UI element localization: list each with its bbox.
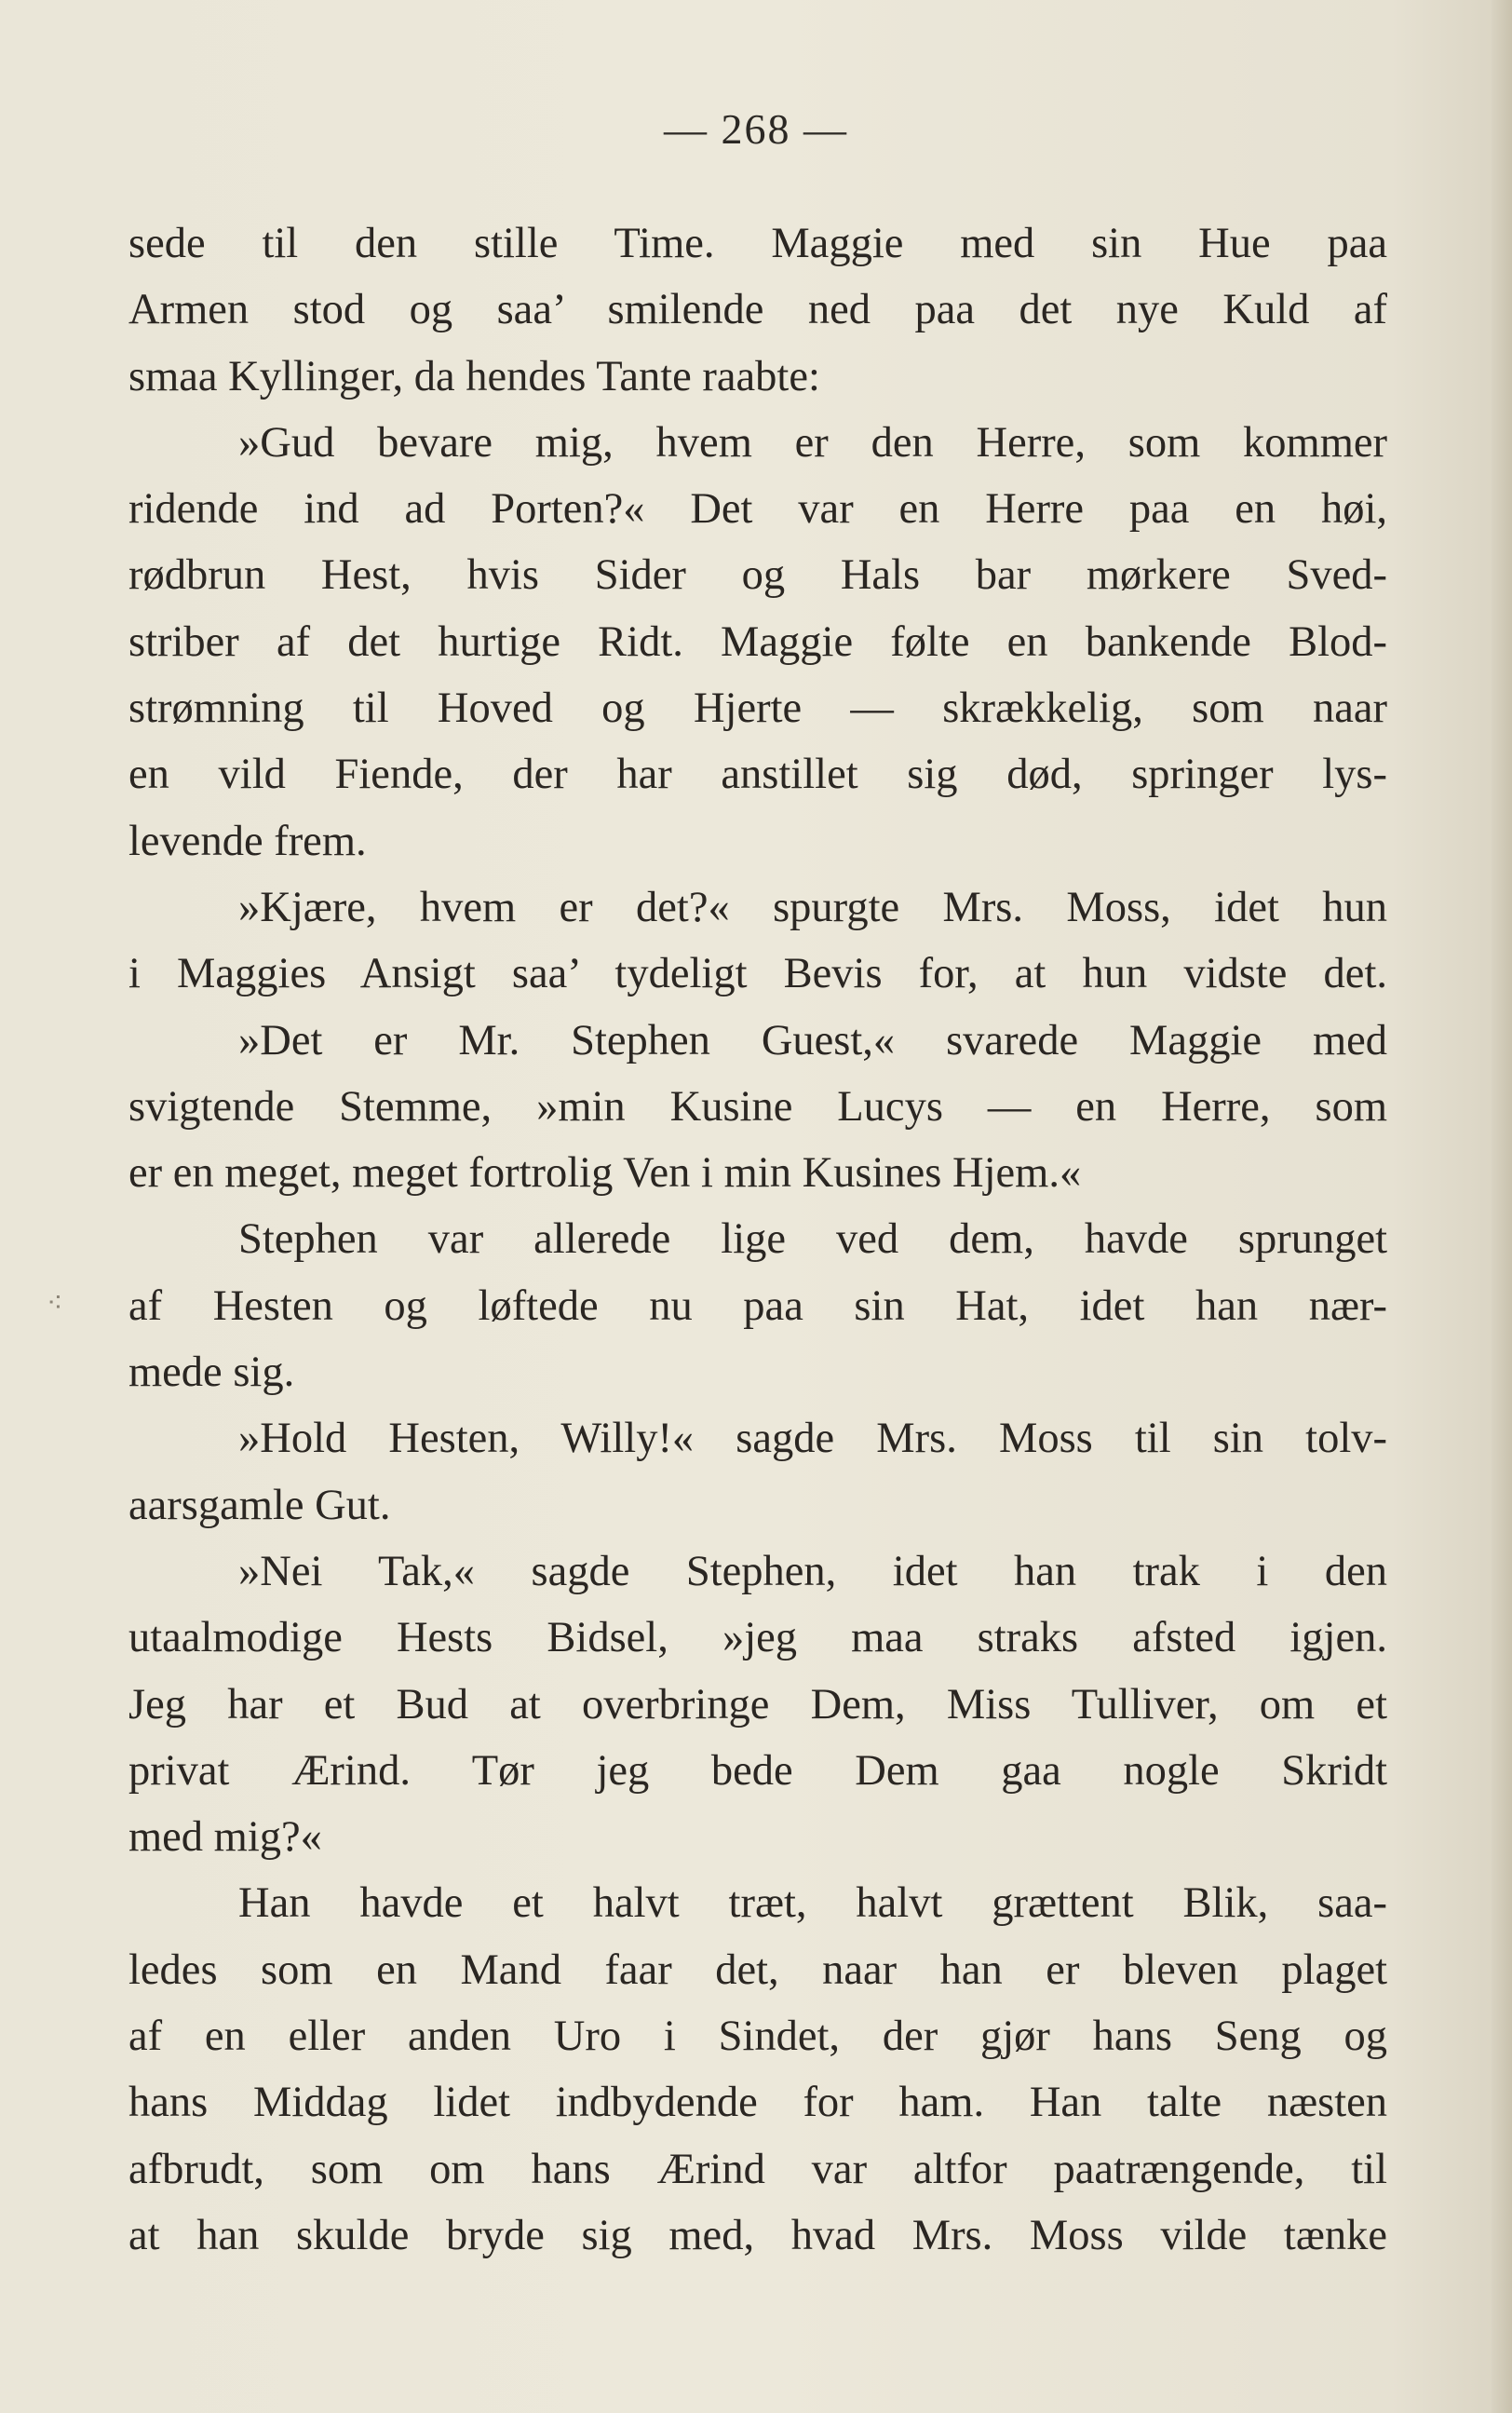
text-line: i Maggies Ansigt saa’ tydeligt Bevis for, at hun vidste det. bbox=[128, 950, 1387, 998]
text-line: svigtende Stemme, »min Kusine Lucys — en Herre, som bbox=[128, 1082, 1387, 1131]
text-line: smaa Kyllinger, da hendes Tante raabte: bbox=[128, 352, 820, 400]
text-line: Jeg har et Bud at overbringe Dem, Miss Tulliver, om et bbox=[128, 1680, 1387, 1728]
margin-mark: ⁖ bbox=[47, 1287, 63, 1320]
text-line: Armen stod og saa’ smilende ned paa det nye Kuld af bbox=[128, 286, 1387, 334]
body-text bbox=[128, 210, 1387, 2269]
text-line: af Hesten og løftede nu paa sin Hat, idet han nær- bbox=[128, 1281, 1387, 1330]
text-line: »Det er Mr. Stephen Guest,« svarede Maggie med bbox=[238, 1016, 1387, 1064]
text-line: afbrudt, som om hans Ærind var altfor paatrængende, til bbox=[128, 2145, 1387, 2193]
text-line: ledes som en Mand faar det, naar han er bleven plaget bbox=[128, 1945, 1387, 1994]
text-line: hans Middag lidet indbydende for ham. Han talte næsten bbox=[128, 2079, 1387, 2127]
page-edge bbox=[1492, 0, 1512, 2413]
text-line: »Gud bevare mig, hvem er den Herre, som kommer bbox=[238, 418, 1387, 467]
text-line: mede sig. bbox=[128, 1349, 295, 1397]
text-line: levende frem. bbox=[128, 817, 367, 865]
text-line: »Kjære, hvem er det?« spurgte Mrs. Moss, idet hun bbox=[238, 883, 1387, 931]
text-line: at han skulde bryde sig med, hvad Mrs. Moss vilde tænke bbox=[128, 2211, 1387, 2259]
text-line: rødbrun Hest, hvis Sider og Hals bar mørkere Sved- bbox=[128, 551, 1387, 600]
text-line: ridende ind ad Porten?« Det var en Herre paa en høi, bbox=[128, 485, 1387, 534]
text-line: aarsgamle Gut. bbox=[128, 1481, 391, 1529]
text-line: sede til den stille Time. Maggie med sin Hue paa bbox=[128, 220, 1387, 267]
text-line: med mig?« bbox=[128, 1813, 322, 1862]
text-line: af en eller anden Uro i Sindet, der gjør hans Seng og bbox=[128, 2013, 1387, 2061]
text-line: utaalmodige Hests Bidsel, »jeg maa straks afsted igjen. bbox=[128, 1614, 1387, 1662]
text-line: Stephen var allerede lige ved dem, havde sprunget bbox=[238, 1215, 1387, 1264]
text-line: »Nei Tak,« sagde Stephen, idet han trak i den bbox=[238, 1547, 1387, 1595]
text-line: Han havde et halvt træt, halvt grættent Blik, saa- bbox=[238, 1879, 1387, 1928]
text-line: er en meget, meget fortrolig Ven i min Kusines Hjem.« bbox=[128, 1149, 1082, 1198]
text-line: privat Ærind. Tør jeg bede Dem gaa nogle Skridt bbox=[128, 1746, 1387, 1795]
text-line: »Hold Hesten, Willy!« sagde Mrs. Moss til sin tolv- bbox=[238, 1415, 1387, 1463]
text-line: strømning til Hoved og Hjerte — skrækkelig, som naar bbox=[128, 685, 1387, 733]
text-line: striber af det hurtige Ridt. Maggie følte en bankende Blod- bbox=[128, 617, 1387, 666]
text-line: en vild Fiende, der har anstillet sig død, springer lys- bbox=[128, 751, 1387, 799]
page-number: — 268 — bbox=[664, 105, 848, 153]
